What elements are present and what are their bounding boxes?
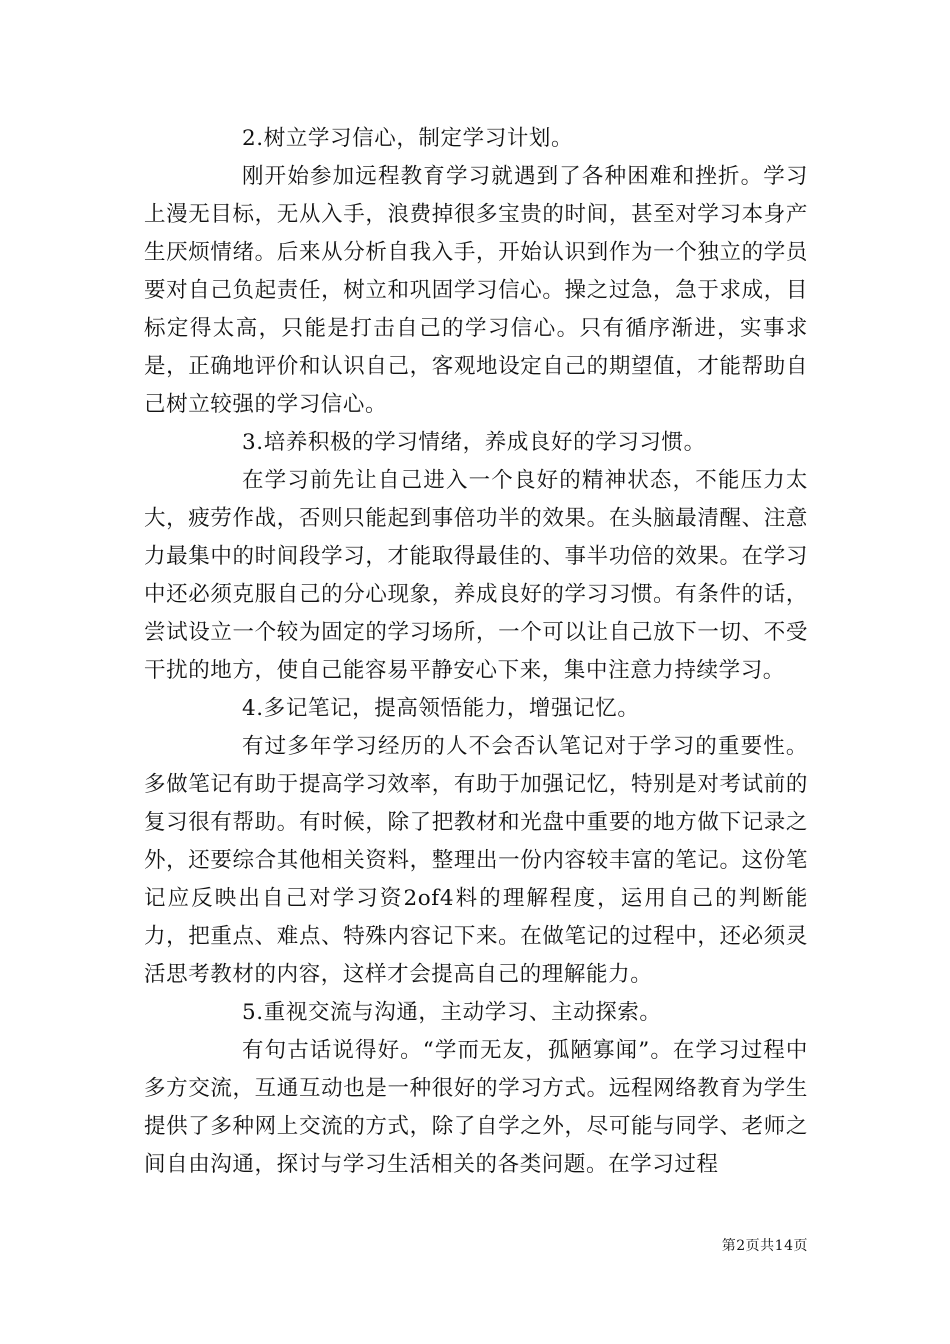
section-heading-3: 3.培养积极的学习情绪，养成良好的学习习惯。 bbox=[242, 430, 706, 455]
section-heading-5: 5.重视交流与沟通，主动学习、主动探索。 bbox=[242, 1000, 662, 1025]
section-heading-2: 2.树立学习信心，制定学习计划。 bbox=[242, 126, 574, 151]
page-number-footer: 第2页共14页 bbox=[721, 1238, 808, 1254]
section-body-3: 在学习前先让自己进入一个良好的精神状态，不能压力太大，疲劳作战，否则只能起到事倍功半的效果。在头脑最清醒、注意力最集中的时间段学习，才能取得最佳的、事半功倍的效果。在学习中还必须克服自己的分心现象，养成良好的学习习惯。有条件的话，尝试设立一个较为固定的学习场所，一个可以让自己放下一切、不受干扰的地方，使自己能容易平静安心下来，集中注意力持续学习。 bbox=[144, 468, 808, 683]
section-heading-4: 4.多记笔记，提高领悟能力，增强记忆。 bbox=[242, 696, 640, 721]
section-body-4: 有过多年学习经历的人不会否认笔记对于学习的重要性。多做笔记有助于提高学习效率，有助于加强记忆，特别是对考试前的复习很有帮助。有时候，除了把教材和光盘中重要的地方做下记录之外，还要综合其他相关资料，整理出一份内容较丰富的笔记。这份笔记应反映出自己对学习资2of4料的理解程度，运用自己的判断能力，把重点、难点、特殊内容记下来。在做笔记的过程中，还必须灵活思考教材的内容，这样才会提高自己的理解能力。 bbox=[144, 734, 808, 987]
section-body-2: 刚开始参加远程教育学习就遇到了各种困难和挫折。学习上漫无目标，无从入手，浪费掉很多宝贵的时间，甚至对学习本身产生厌烦情绪。后来从分析自我入手，开始认识到作为一个独立的学员要对自己负起责任，树立和巩固学习信心。操之过急，急于求成，目标定得太高，只能是打击自己的学习信心。只有循序渐进，实事求是，正确地评价和认识自己，客观地设定自己的期望值，才能帮助自己树立较强的学习信心。 bbox=[144, 164, 808, 417]
section-body-5: 有句古话说得好。“学而无友，孤陋寡闻”。在学习过程中多方交流，互通互动也是一种很好的学习方式。远程网络教育为学生提供了多种网上交流的方式，除了自学之外，尽可能与同学、老师之间自由沟通，探讨与学习生活相关的各类问题。在学习过程 bbox=[144, 1038, 808, 1177]
document-body bbox=[144, 120, 808, 1184]
